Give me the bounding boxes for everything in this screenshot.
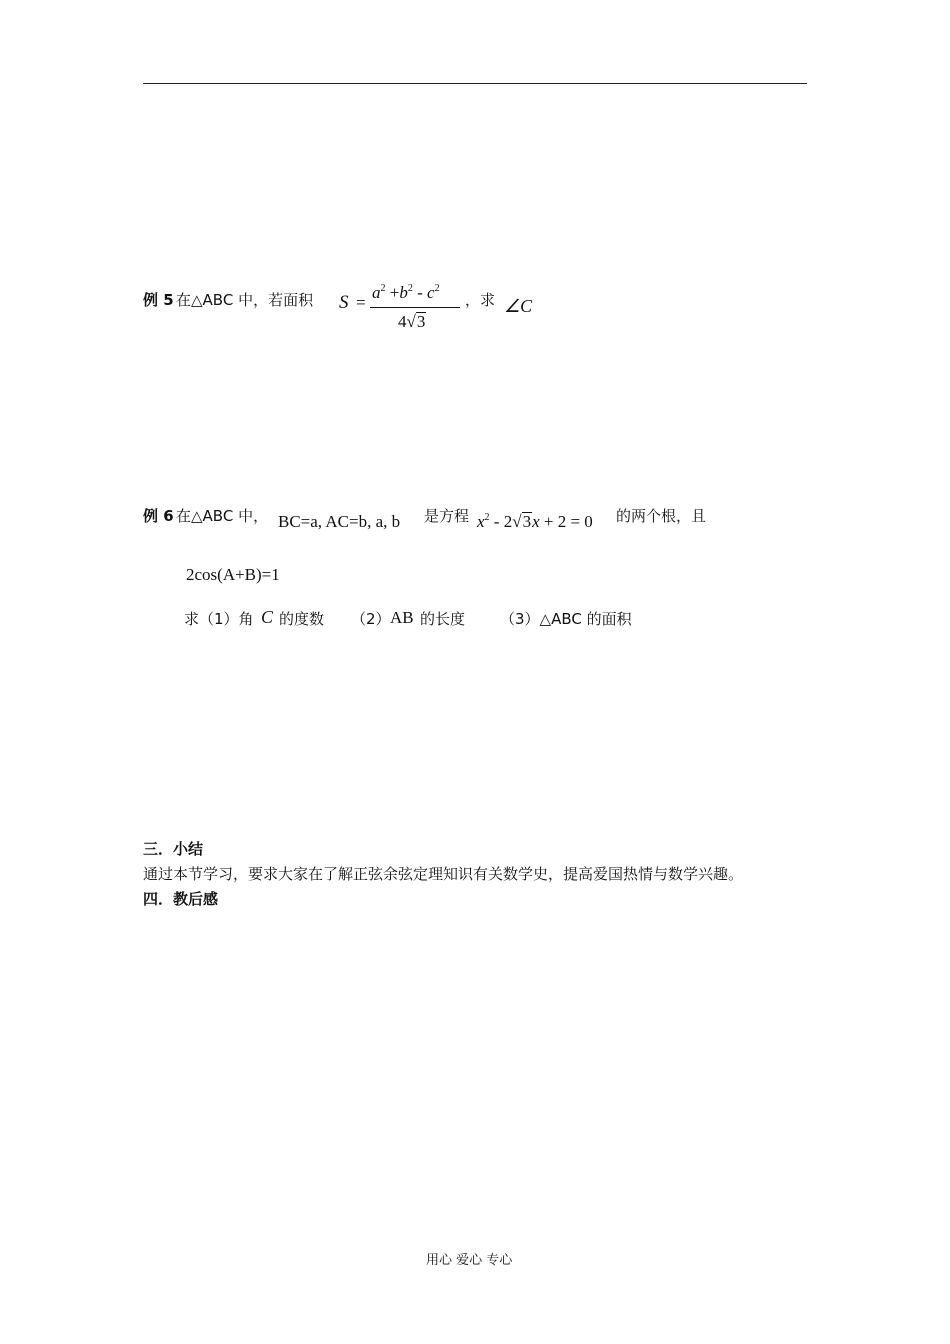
example-5-label: 例 5 [143, 291, 174, 309]
question-1-suffix: 的度数 [279, 610, 325, 628]
example-5-text: 在△ABC 中，若面积 [176, 291, 314, 309]
quadratic-equation: $x^2 - 2√3x + 2 = 0$ [477, 512, 593, 531]
fraction-numerator: $a^2 +b^2 - c^2$ [372, 283, 440, 302]
condition: 2cos(A+B)=1 [186, 565, 280, 584]
question-2-prefix: （2） [351, 610, 391, 628]
example-5-ask: ，求 [465, 291, 496, 309]
example-6-text: 在△ABC 中， [176, 507, 269, 525]
angle-c: ∠C [504, 296, 533, 316]
header-rule [143, 83, 807, 84]
summary-heading: 三．小结 [143, 840, 204, 858]
reflection-heading: 四．教后感 [143, 890, 219, 908]
equation-intro: 是方程 [424, 507, 470, 525]
area-symbol: S [339, 292, 349, 313]
question-1-var: C [261, 607, 274, 627]
question-2-suffix: 的长度 [420, 610, 466, 628]
page-footer: 用心 爱心 专心 [426, 1253, 513, 1268]
example-6-label: 例 6 [143, 507, 174, 525]
summary-body: 通过本节学习，要求大家在了解正弦余弦定理知识有关数学史，提高爱国热情与数学兴趣。 [143, 865, 744, 883]
fraction-bar [370, 307, 460, 308]
equation-outro: 的两个根，且 [616, 507, 707, 525]
fraction-denominator: 4√3 [398, 312, 426, 331]
equals-sign: = [356, 293, 366, 312]
question-1-prefix: 求（1）角 [184, 610, 254, 628]
given-sides: BC=a, AC=b, a, b [278, 512, 401, 531]
question-2-var: AB [390, 608, 414, 627]
question-3: （3）△ABC 的面积 [500, 610, 632, 628]
